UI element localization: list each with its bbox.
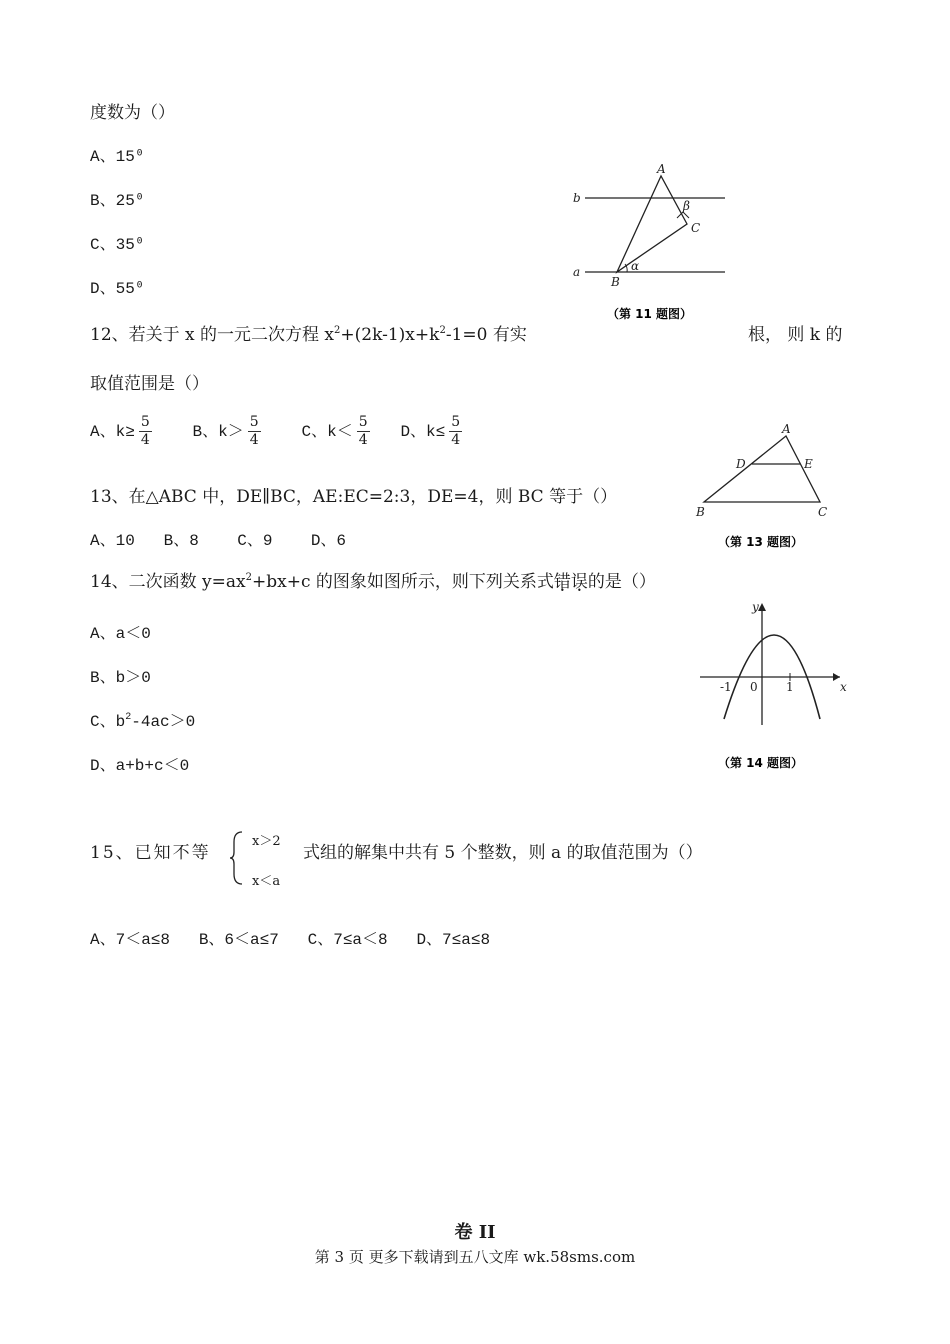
emphasis-char: 错 bbox=[553, 572, 571, 592]
label-1: 1 bbox=[786, 680, 794, 694]
q14-option-a: A、a＜0 bbox=[90, 625, 151, 643]
q11-option-d: D、55⁰ bbox=[90, 280, 145, 298]
q15-options: A、7＜a≤8 B、6＜a≤7 C、7≤a＜8 D、7≤a≤8 bbox=[90, 931, 491, 949]
label-C: C bbox=[691, 221, 701, 235]
fraction: $\frac{5}{4}$ bbox=[140, 414, 150, 448]
q11-option-c: C、35⁰ bbox=[90, 236, 145, 254]
label-E: E bbox=[804, 457, 813, 471]
label-A: A bbox=[657, 162, 666, 176]
q12-stem-right: 根， 则 k 的 bbox=[748, 325, 843, 345]
triangle-abc bbox=[617, 176, 687, 272]
q14-option-b: B、b＞0 bbox=[90, 669, 151, 687]
fraction: $\frac{5}{4}$ bbox=[451, 414, 461, 448]
q13-caption: （第 13 题图） bbox=[718, 535, 804, 549]
q14-stem: 14、二次函数 $y=ax^2+bx+c$ 的图象如图所示，则下列关系式错误的是（） bbox=[90, 572, 656, 592]
section-title: 卷 II bbox=[454, 1222, 496, 1243]
label-y: y bbox=[752, 600, 759, 614]
fraction: $\frac{5}{4}$ bbox=[249, 414, 259, 448]
label-0: 0 bbox=[750, 680, 758, 694]
q15-brace-bottom: x＜a bbox=[252, 874, 281, 889]
q12-options bbox=[90, 414, 462, 449]
label-B: B bbox=[611, 275, 620, 289]
label-alpha: α bbox=[631, 259, 640, 273]
fraction: $\frac{5}{4}$ bbox=[358, 414, 368, 448]
q12-stem-line2: 取值范围是（） bbox=[90, 374, 209, 394]
q11-figure bbox=[565, 160, 735, 330]
q11-stem-end: 度数为（） bbox=[90, 103, 175, 123]
label-x: x bbox=[840, 680, 847, 694]
q12-option-d: D、k≤ $\frac{5}{4}$ bbox=[400, 414, 461, 448]
page-footer: 第 3 页 更多下载请到五八文库 wk.58sms.com bbox=[314, 1248, 636, 1266]
emphasis-char: 误 bbox=[570, 572, 588, 592]
q14-figure bbox=[690, 595, 850, 780]
q11-caption: （第 11 题图） bbox=[607, 307, 693, 321]
label-neg1: -1 bbox=[720, 680, 732, 694]
q11-option-b: B、25⁰ bbox=[90, 192, 145, 210]
q12-option-a: A、k≥ $\frac{5}{4}$ bbox=[90, 414, 150, 448]
label-D: D bbox=[736, 457, 746, 471]
q14-caption: （第 14 题图） bbox=[718, 756, 804, 770]
label-a: a bbox=[573, 265, 581, 279]
label-beta: β bbox=[683, 199, 690, 213]
q13-stem: 13、在△ABC 中，DE∥BC，AE:EC=2:3，DE=4，则 BC 等于（） bbox=[90, 487, 618, 507]
q15-stem-left: 15、已知不等 bbox=[90, 843, 211, 863]
y-arrow bbox=[758, 603, 766, 611]
label-B: B bbox=[696, 505, 705, 519]
x-arrow bbox=[833, 673, 840, 681]
q12-option-b: B、k＞ $\frac{5}{4}$ bbox=[192, 414, 259, 448]
triangle-abc bbox=[704, 436, 820, 502]
q14-option-d: D、a+b+c＜0 bbox=[90, 757, 190, 775]
q12-option-c: C、k＜ $\frac{5}{4}$ bbox=[301, 414, 368, 448]
q15-brace-top: x＞2 bbox=[252, 834, 281, 849]
label-b: b bbox=[573, 191, 581, 205]
q11-option-a: A、15⁰ bbox=[90, 148, 145, 166]
q14-option-c: C、$b^2-4ac>0$ bbox=[90, 712, 196, 731]
label-C: C bbox=[818, 505, 828, 519]
q12-stem-left: 12、若关于 x 的一元二次方程 $x^2+(2k-1)x+k^2-1=0$ 有实 bbox=[90, 325, 527, 345]
q13-options: A、10 B、8 C、9 D、6 bbox=[90, 532, 347, 550]
q13-figure bbox=[690, 420, 840, 555]
q15-stem-right: 式组的解集中共有 5 个整数，则 a 的取值范围为（） bbox=[303, 843, 703, 863]
label-A: A bbox=[782, 422, 791, 436]
brace-icon bbox=[228, 828, 246, 888]
